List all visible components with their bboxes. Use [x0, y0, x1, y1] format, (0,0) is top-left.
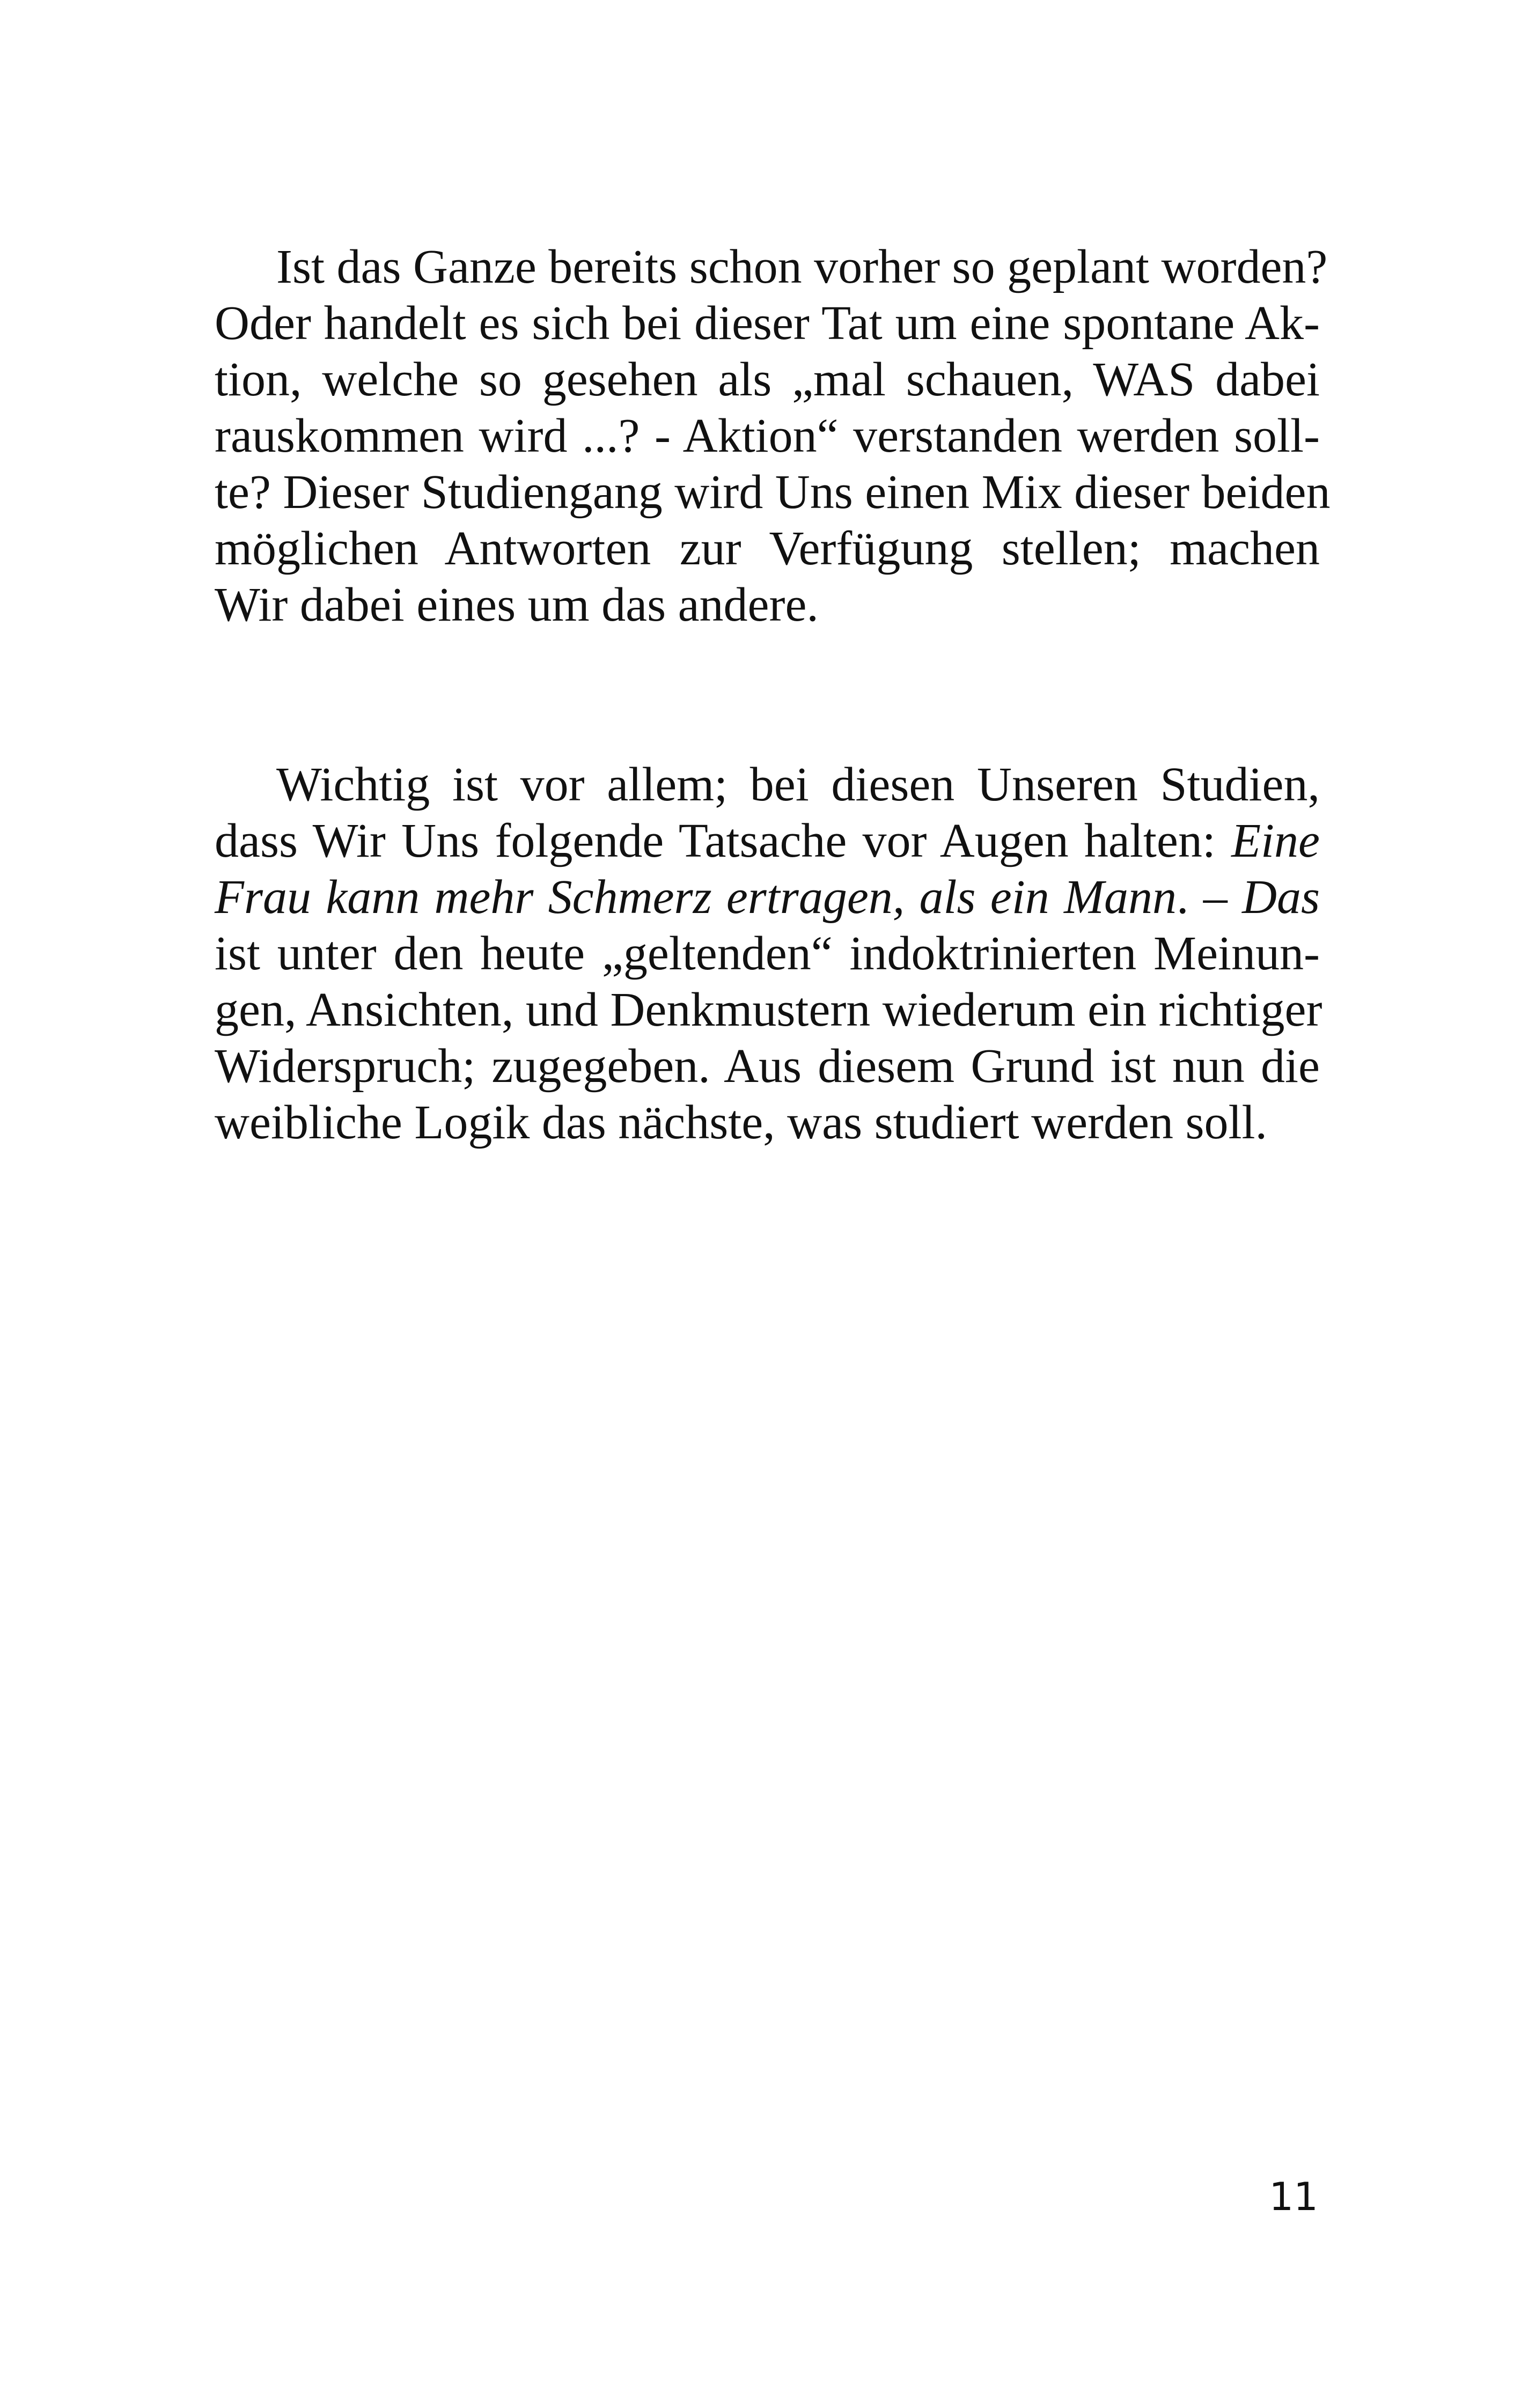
- text-line: Wichtig ist vor allem; bei diesen Unseren Studien,: [276, 758, 1320, 811]
- text-line: Oder handelt es sich bei dieser Tat um eine spontane Ak-: [215, 297, 1320, 350]
- italic-text-run: Eine: [1231, 814, 1320, 867]
- italic-text-run: Das: [1241, 871, 1320, 924]
- paragraph-gap: [215, 633, 1320, 756]
- text-run: . –: [1176, 871, 1242, 924]
- paragraph-2: [215, 756, 1320, 1151]
- text-line: te? Dieser Studiengang wird Uns einen Mix dieser beiden: [215, 466, 1331, 519]
- page-number: 11: [1269, 2174, 1318, 2219]
- text-line: gen, Ansichten, und Denkmustern wiederum ein richtiger: [215, 983, 1322, 1036]
- italic-text-run: Frau kann mehr Schmerz ertragen, als ein Mann: [215, 871, 1177, 924]
- text-line: [215, 869, 1320, 925]
- text-line: Widerspruch; zugegeben. Aus diesem Grund ist nun die: [215, 1040, 1320, 1093]
- text-line: rauskommen wird ...? - Aktion“ verstanden werden soll-: [215, 409, 1320, 462]
- text-line: Wir dabei eines um das andere.: [215, 578, 819, 631]
- text-line: Ist das Ganze bereits schon vorher so geplant worden?: [276, 240, 1328, 293]
- text-line: ist unter den heute „geltenden“ indoktrinierten Meinun-: [215, 927, 1320, 980]
- text-line: weibliche Logik das nächste, was studiert werden soll.: [215, 1096, 1267, 1149]
- paragraph-1: [215, 239, 1331, 633]
- page-body: [215, 239, 1331, 1151]
- text-line: tion, welche so gesehen als „mal schauen, WAS dabei: [215, 353, 1320, 406]
- text-line: [215, 813, 1320, 869]
- text-line: möglichen Antworten zur Verfügung stellen; machen: [215, 522, 1320, 575]
- text-run: dass Wir Uns folgende Tatsache vor Augen halten:: [215, 814, 1232, 867]
